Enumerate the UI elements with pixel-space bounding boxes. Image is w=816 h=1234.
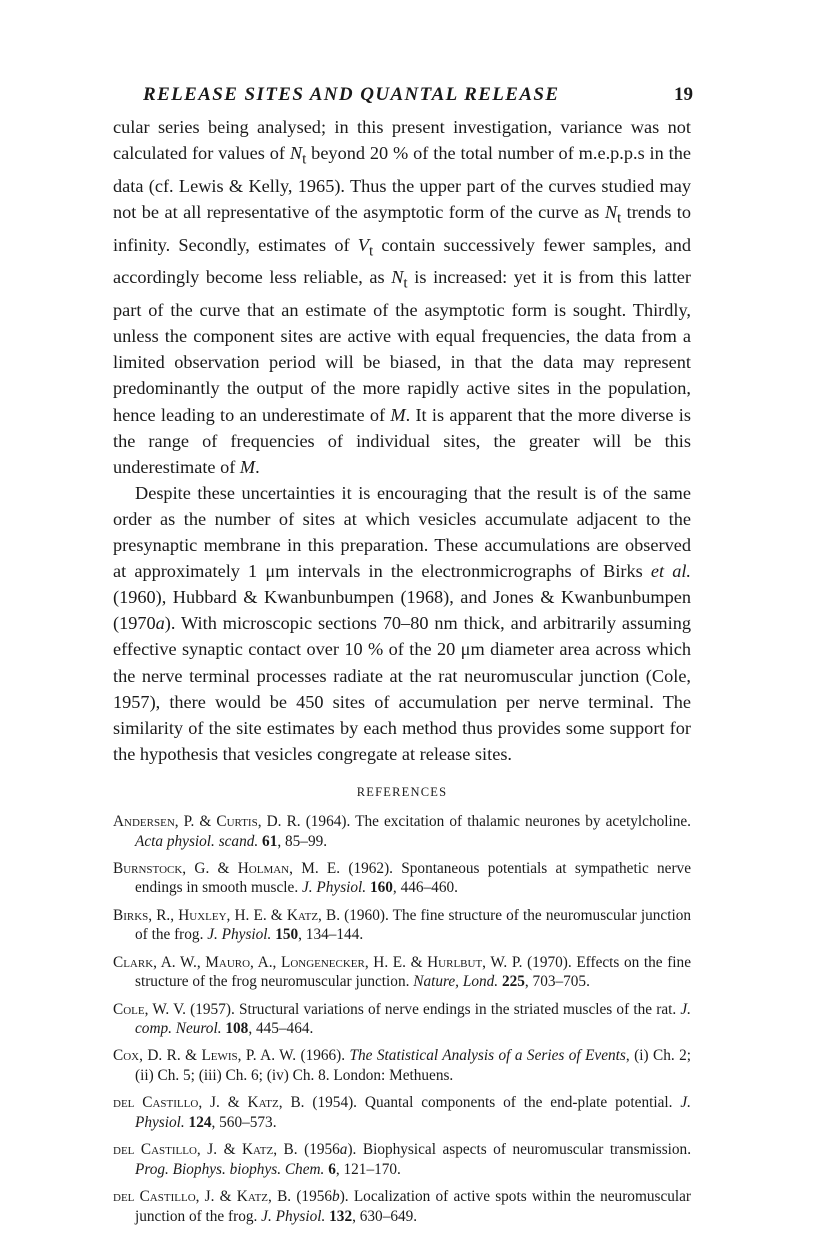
- reference-item: [113, 1046, 691, 1085]
- reference-text: (1966).: [296, 1047, 350, 1065]
- italic-text: a: [155, 613, 165, 634]
- reference-text: (1960). The fine structure of the neuromuscular junction of the frog.: [135, 906, 691, 944]
- reference-text: (1970). Effects on the fine structure of the frog neuromuscular junction.: [135, 953, 691, 991]
- reference-text: (1956: [297, 1141, 340, 1159]
- reference-item: [113, 1187, 691, 1226]
- text-run: ). With microscopic sections 70–80 nm thick, and arbitrarily assuming effective synaptic contact over 10 % of the 20 μm diameter area across which the nerve terminal processes radiate at the rat neuromuscular junction (Cole, 1957), there would be 450 sites of accumulation per nerve terminal. The similarity of the site estimates by each method thus provides some support for the hypothesis that vesicles congregate at release sites.: [113, 613, 691, 764]
- reference-item: [113, 906, 691, 945]
- reference-authors: Cox, D. R. & Lewis, P. A. W.: [113, 1047, 297, 1065]
- reference-item: [113, 1000, 691, 1039]
- italic-text: et al.: [650, 561, 691, 582]
- reference-authors: Clark, A. W., Mauro, A., Longenecker, H. E. & Hurlbut, W. P.: [113, 953, 523, 971]
- reference-journal: Nature, Lond.: [413, 973, 499, 991]
- text-run: (1960), Hubbard & Kwanbunbumpen (1968), and Jones & Kwanbunbumpen (1970: [113, 587, 691, 634]
- reference-year-suffix: b: [332, 1188, 340, 1206]
- reference-journal: J. Physiol.: [207, 926, 272, 944]
- reference-text: (1964). The excitation of thalamic neurones by acetylcholine.: [300, 812, 692, 830]
- reference-volume: 124: [188, 1114, 212, 1132]
- reference-pages: , 560–573.: [211, 1114, 277, 1132]
- reference-book-title: The Statistical Analysis of a Series of Events: [349, 1047, 626, 1065]
- body-text: [113, 114, 691, 767]
- math-symbol: N: [391, 267, 404, 288]
- reference-item: [113, 1093, 691, 1132]
- paragraph-1: [113, 114, 691, 480]
- reference-item: [113, 953, 691, 992]
- reference-journal: J. Physiol.: [135, 1094, 692, 1132]
- reference-item: [113, 1140, 691, 1179]
- reference-journal: J. Physiol.: [301, 879, 367, 897]
- reference-authors: Birks, R., Huxley, H. E. & Katz, B.: [113, 906, 341, 924]
- math-symbol: N: [289, 143, 303, 164]
- math-symbol: N: [604, 201, 618, 222]
- reference-text: (1957). Structural variations of nerve endings in the striated muscles of the rat.: [185, 1000, 681, 1018]
- reference-text: ). Biophysical aspects of neuromuscular transmission.: [347, 1141, 692, 1159]
- reference-journal: J. Physiol.: [261, 1207, 326, 1225]
- running-title: RELEASE SITES AND QUANTAL RELEASE: [143, 84, 560, 105]
- math-symbol: M: [390, 404, 406, 425]
- reference-text: ). Localization of active spots within the neuromuscular junction of the frog.: [135, 1188, 692, 1225]
- reference-text: (1954). Quantal components of the end-plate potential.: [304, 1094, 681, 1112]
- math-symbol: V: [357, 234, 369, 255]
- reference-pages: , 630–649.: [352, 1207, 418, 1225]
- reference-text: (1956: [291, 1188, 333, 1206]
- reference-authors: Andersen, P. & Curtis, D. R.: [113, 812, 301, 830]
- reference-volume: 225: [501, 973, 525, 991]
- reference-volume: 132: [329, 1207, 353, 1225]
- reference-authors: del Castillo, J. & Katz, B.: [113, 1094, 305, 1112]
- page-header: [113, 84, 691, 112]
- reference-authors: Cole, W. V.: [113, 1000, 186, 1018]
- reference-pages: , 85–99.: [277, 832, 328, 850]
- text-run: Despite these uncertainties it is encouraging that the result is of the same order as the number of sites at which vesicles accumulate adjacent to the presynaptic membrane in this preparation. These accumulations are observed at approximately 1 μm intervals in the electronmicrographs of Birks: [113, 482, 691, 582]
- journal-page: [113, 84, 691, 1234]
- reference-rest: , (i) Ch. 2; (ii) Ch. 5; (iii) Ch. 6; (iv) Ch. 8. London: Methuens.: [135, 1047, 691, 1085]
- math-subscript: t: [368, 242, 374, 260]
- text-run: contain successively fewer samples, and accordingly become less reliable, as: [113, 234, 691, 288]
- reference-volume: 108: [225, 1020, 249, 1038]
- paragraph-2: [113, 480, 691, 767]
- reference-item: [113, 859, 691, 898]
- text-run: is increased: yet it is from this latter part of the curve that an estimate of the asymptotic form is sought. Thirdly, unless the component sites are active with equal frequencies, the data from a limited observation period will be biased, in that the data may represent predominantly the output of the more rapidly active sites in the population, hence leading to an underestimate of: [113, 267, 692, 425]
- reference-journal: J. comp. Neurol.: [135, 1000, 691, 1038]
- math-subscript: t: [617, 209, 622, 227]
- reference-volume: 6: [328, 1160, 336, 1178]
- math-symbol: M: [239, 456, 256, 477]
- text-run: beyond 20 % of the total number of m.e.p.p.s in the data (cf. Lewis & Kelly, 1965). Thus the upper part of the curves studied may not be at all representative of the asymptotic form of the curve as: [113, 143, 691, 222]
- reference-pages: , 134–144.: [298, 926, 364, 944]
- reference-authors: del Castillo, J. & Katz, B.: [113, 1188, 292, 1206]
- page-number: 19: [674, 84, 693, 105]
- reference-authors: del Castillo, J. & Katz, B.: [113, 1141, 298, 1159]
- reference-pages: , 703–705.: [524, 973, 590, 991]
- text-run: . It is apparent that the more diverse is the range of frequencies of individual sites, the greater will be this underestimate of: [113, 404, 691, 477]
- text-run: .: [255, 456, 260, 477]
- text-run: cular series being analysed; in this present investigation, variance was not calculated for values of: [113, 117, 691, 164]
- reference-authors: Burnstock, G. & Holman, M. E.: [113, 859, 341, 877]
- reference-journal: Prog. Biophys. biophys. Chem.: [135, 1160, 325, 1178]
- reference-journal: Acta physiol. scand.: [135, 832, 259, 850]
- math-subscript: t: [403, 275, 408, 293]
- references-list: [113, 812, 691, 1227]
- reference-year-suffix: a: [339, 1141, 348, 1159]
- reference-pages: , 445–464.: [248, 1020, 314, 1038]
- text-run: trends to infinity. Secondly, estimates of: [113, 201, 691, 255]
- reference-volume: 150: [275, 926, 299, 944]
- reference-item: [113, 812, 691, 851]
- references-heading: REFERENCES: [356, 784, 448, 799]
- reference-volume: 61: [262, 832, 278, 850]
- reference-pages: , 446–460.: [392, 879, 458, 897]
- math-subscript: t: [302, 150, 307, 168]
- reference-volume: 160: [369, 879, 393, 897]
- reference-text: (1962). Spontaneous potentials at sympathetic nerve endings in smooth muscle.: [135, 859, 691, 897]
- reference-pages: , 121–170.: [335, 1160, 401, 1178]
